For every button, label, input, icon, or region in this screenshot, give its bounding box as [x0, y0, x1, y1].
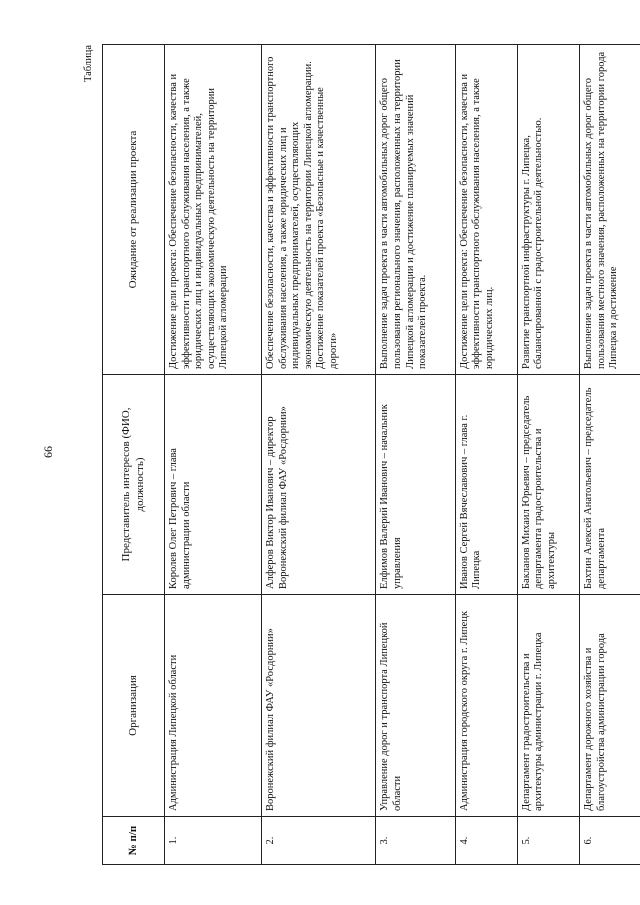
row-num: 4.: [455, 817, 517, 865]
row-organization: Воронежский филиал ФАУ «Росдорнии»: [261, 595, 375, 817]
row-representative: Алферов Виктор Иванович – директор Воронежский филиал ФАУ «Росдорнии»: [261, 375, 375, 595]
header-organization: Организация: [103, 595, 165, 817]
table-row: [165, 45, 262, 865]
header-expectation: Ожидание от реализации проекта: [103, 45, 165, 375]
row-representative: Королев Олег Петрович – глава администрации области: [165, 375, 262, 595]
table-row: [261, 45, 375, 865]
row-num: 6.: [579, 817, 640, 865]
row-expectation: Выполнение задач проекта в части автомобильных дорог общего пользования местного значения, расположенных на территории города Липецка и достижение: [579, 45, 640, 375]
table-row: [579, 45, 640, 865]
header-num: № п/п: [103, 817, 165, 865]
table-row: [376, 45, 456, 865]
row-num: 5.: [517, 817, 579, 865]
row-representative: Елфимов Валерий Иванович – начальник управления: [376, 375, 456, 595]
row-expectation: Достижение цели проекта: Обеспечение безопасности, качества и эффективности транспортного обслуживания населения, а также юридических лиц и индивидуальных предпринимателей, осуществляющих экономическую деятельность на территории Липецкой агломерации: [165, 45, 262, 375]
row-organization: Департамент дорожного хозяйства и благоустройства администрации города: [579, 595, 640, 817]
row-organization: Департамент градостроительства и архитектуры администрации г. Липецка: [517, 595, 579, 817]
row-num: 2.: [261, 817, 375, 865]
stakeholders-table: [102, 44, 640, 865]
row-representative: Иванов Сергей Вячеславович – глава г. Липецка: [455, 375, 517, 595]
table-row: [517, 45, 579, 865]
row-representative: Бакланов Михаил Юрьевич – председатель департамента градостроительства и архитектуры: [517, 375, 579, 595]
row-num: 1.: [165, 817, 262, 865]
row-expectation: Выполнение задач проекта в части автомобильных дорог общего пользования регионального значения, расположенных на территории Липецкой агломерации и достижение планируемых значений показателей проекта.: [376, 45, 456, 375]
row-representative: Бахтин Алексей Анатольевич – председатель департамента: [579, 375, 640, 595]
table-header-row: [103, 45, 165, 865]
page-number: 66: [41, 446, 55, 458]
row-organization: Администрация Липецкой области: [165, 595, 262, 817]
header-representative: Представитель интересов (ФИО, должность): [103, 375, 165, 595]
table-caption: Таблица: [83, 45, 94, 83]
table-row: [455, 45, 517, 865]
row-organization: Администрация городского округа г. Липецк: [455, 595, 517, 817]
row-expectation: Обеспечение безопасности, качества и эффективности транспортного обслуживания населения, а также юридических лиц и индивидуальных предпринимателей, осуществляющих экономическую деятельность на территории Липецкой агломерации. Достижение показателей проекта «Безопасные и качественные дороги»: [261, 45, 375, 375]
row-expectation: Развитие транспортной инфраструктуры г. Липецка, сбалансированной с градостроительной деятельностью.: [517, 45, 579, 375]
row-expectation: Достижение цели проекта: Обеспечение безопасности, качества и эффективности транспортного обслуживания населения, а также юридических лиц.: [455, 45, 517, 375]
row-organization: Управление дорог и транспорта Липецкой области: [376, 595, 456, 817]
row-num: 3.: [376, 817, 456, 865]
rotated-page-content: [84, 45, 640, 865]
